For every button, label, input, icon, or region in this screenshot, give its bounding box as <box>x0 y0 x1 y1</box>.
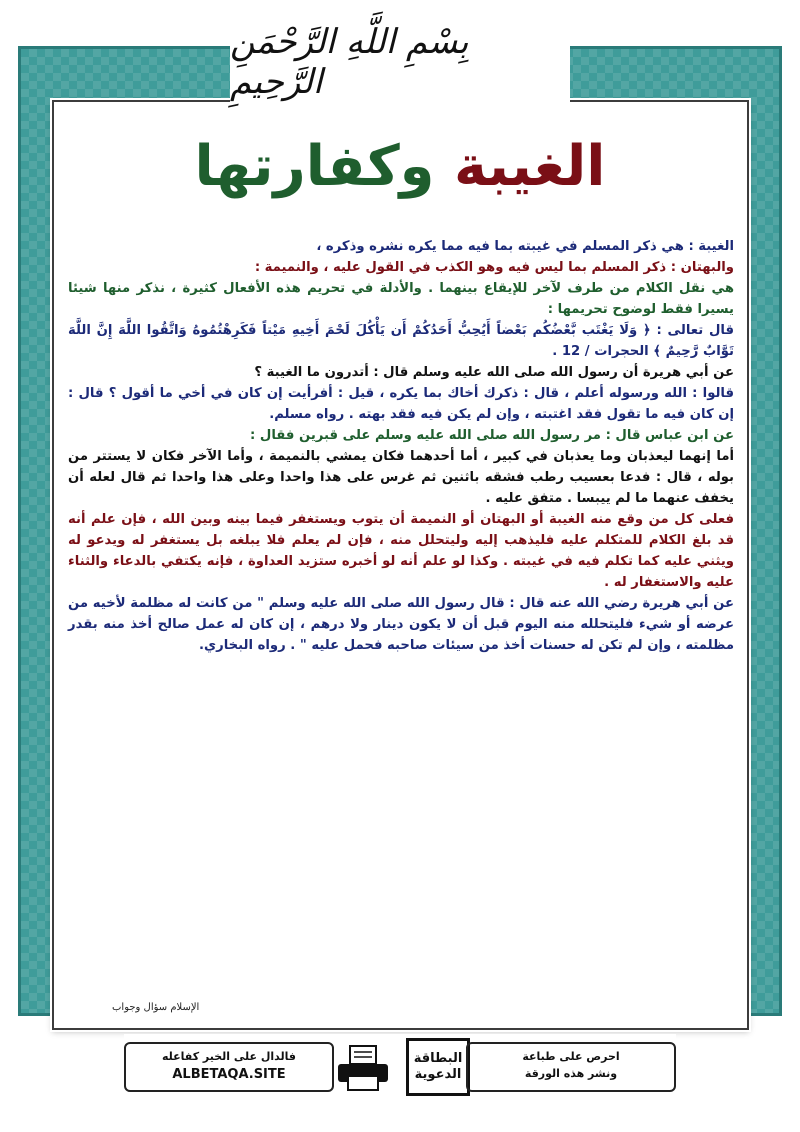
title-word-kaffaratuha: وكفارتها <box>194 134 435 199</box>
footer-bar <box>124 1034 676 1100</box>
source-attribution: الإسلام سؤال وجواب <box>112 1002 200 1013</box>
paragraph-bukhari-hadith: عن أبي هريرة رضي الله عنه قال : قال رسول الله صلى الله عليه وسلم " من كانت له مظلمة لأخيه من عرضه أو شيء فليتحلله منه اليوم قبل أن لا يكون دينار ولا درهم ، إن كان له عمل صالح أخذ منه بقدر مظلمته ، وإن لم تكن له حسنات أخذ من سيئات صاحبه فحمل عليه " . رواه البخاري. <box>68 596 734 653</box>
albetaqa-logo <box>406 1038 470 1096</box>
basmala-calligraphy: بِسْمِ اللَّهِ الرَّحْمَنِ الرَّحِيمِ <box>230 14 570 110</box>
paragraph-namima-definition: هي نقل الكلام من طرف لآخر للإيقاع بينهما . والأدلة في تحريم هذه الأفعال كثيرة ، نذكر منها شيئا يسيرا فقط لوضوح تحريمها : <box>68 281 734 317</box>
footer-print-box <box>466 1042 676 1092</box>
footer-motto: فالدال على الخير كفاعله <box>161 1050 297 1063</box>
paragraph-ghiba-definition: الغيبة : هي ذكر المسلم في غيبته بما فيه مما يكره نشره وذكره ، <box>316 239 734 254</box>
paragraph-hadith-abu-hurayra-intro: عن أبي هريرة أن رسول الله صلى الله عليه وسلم قال : أتدرون ما الغيبة ؟ <box>254 365 734 380</box>
logo-text-line2: الدعوية <box>414 1067 462 1082</box>
footer-print-line2: ونشر هذه الورقة <box>524 1067 618 1080</box>
article-body <box>68 236 734 656</box>
page-title <box>0 134 800 199</box>
paragraph-buhtan-definition: والبهتان : ذكر المسلم بما ليس فيه وهو الكذب في القول عليه ، والنميمة : <box>254 260 734 275</box>
paragraph-hadith-abu-hurayra: قالوا : الله ورسوله أعلم ، قال : ذكرك أخاك بما يكره ، قيل : أفرأيت إن كان في أخي ما أقول ؟ قال : إن كان فيه ما تقول فقد اغتبته ، وإن لم يكن فيه فقد بهته . رواه مسلم. <box>68 386 734 422</box>
printer-icon <box>334 1044 392 1092</box>
footer-print-line1: احرص على طباعة <box>522 1050 620 1063</box>
logo-text-line1: البطاقة <box>413 1051 463 1066</box>
paragraph-expiation: فعلى كل من وقع منه الغيبة أو البهتان أو النميمة أن يتوب ويستغفر فيما بينه وبين الله ، فإن علم أنه قد بلغ الكلام للمتكلم عليه فليذهب إليه وليتحلل منه ، فإن لم يعلم فلا يبلغه بل يستغفر له ويدعو له ويثني عليه كما تكلم فيه في غيبته . وكذا لو علم أنه لو أخبره ستزيد العداوة ، فإنه يكتفي بالدعاء والثناء عليه والاستغفار له . <box>68 512 734 590</box>
footer-website[interactable]: ALBETAQA.SITE <box>172 1067 286 1082</box>
paragraph-quran-verse: قال تعالى : ﴿ وَلَا يَغْتَب بَّعْضُكُم بَعْضاً أَيُحِبُّ أَحَدُكُمْ أَن يَأْكُلَ لَحْمَ أَخِيهِ مَيْتاً فَكَرِهْتُمُوهُ وَاتَّقُوا اللَّهَ إِنَّ اللَّهَ تَوَّابٌ رَّحِيمٌ ﴾ الحجرات / 12 . <box>68 323 734 359</box>
footer-website-box[interactable] <box>124 1042 334 1092</box>
paragraph-ibn-abbas-intro: عن ابن عباس قال : مر رسول الله صلى الله عليه وسلم على قبرين فقال : <box>250 428 734 443</box>
paragraph-ibn-abbas-hadith: أما إنهما ليعذبان وما يعذبان في كبير ، أما أحدهما فكان يمشي بالنميمة ، وأما الآخر فكان لا يستتر من بوله ، قال : فدعا بعسيب رطب فشقه باثنين ثم غرس على هذا واحدا وعلى هذا واحدا ثم قال لعله أن يخفف عنهما ما لم ييبسا . متفق عليه . <box>68 449 734 506</box>
title-word-ghiba: الغيبة <box>453 134 606 199</box>
